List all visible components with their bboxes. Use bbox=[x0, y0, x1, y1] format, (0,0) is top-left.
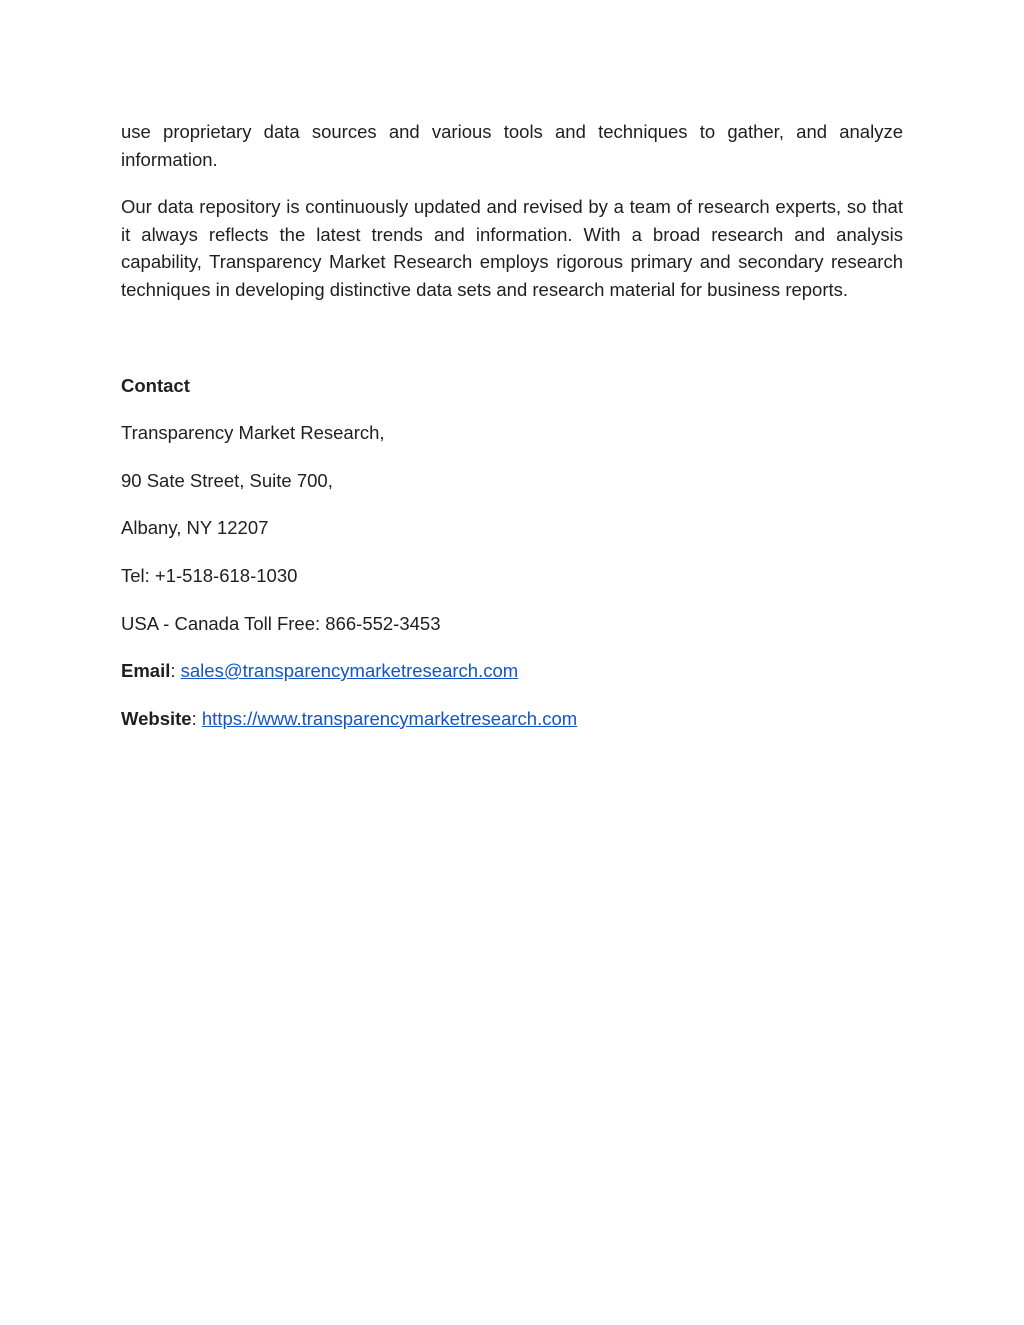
website-separator: : bbox=[191, 707, 202, 729]
email-label: Email bbox=[121, 660, 171, 682]
contact-tel: Tel: +1-518-618-1030 bbox=[121, 564, 298, 586]
body-paragraph-2: Our data repository is continuously updated and revised by a team of research experts, so that it always reflects the latest trends and information. With a broad research and analysis capability, Transparency Market Research employs rigorous primary and secondary research techniques in developing distinctive data sets and research material for business reports. bbox=[121, 196, 903, 300]
contact-email-line bbox=[121, 657, 903, 685]
contact-heading: Contact bbox=[121, 374, 190, 396]
email-separator: : bbox=[170, 660, 181, 682]
website-label: Website bbox=[121, 707, 192, 729]
email-link[interactable]: sales@transparencymarketresearch.com bbox=[180, 660, 519, 682]
contact-toll-free: USA - Canada Toll Free: 866-552-3453 bbox=[121, 612, 441, 634]
contact-street: 90 Sate Street, Suite 700, bbox=[121, 469, 333, 491]
contact-city: Albany, NY 12207 bbox=[121, 517, 269, 539]
document-page bbox=[121, 118, 903, 732]
website-link[interactable]: https://www.transparencymarketresearch.com bbox=[201, 707, 578, 729]
contact-website-line bbox=[121, 705, 903, 733]
contact-company: Transparency Market Research, bbox=[121, 422, 385, 444]
body-paragraph-1: use proprietary data sources and various tools and techniques to gather, and analyze information. bbox=[121, 121, 903, 170]
